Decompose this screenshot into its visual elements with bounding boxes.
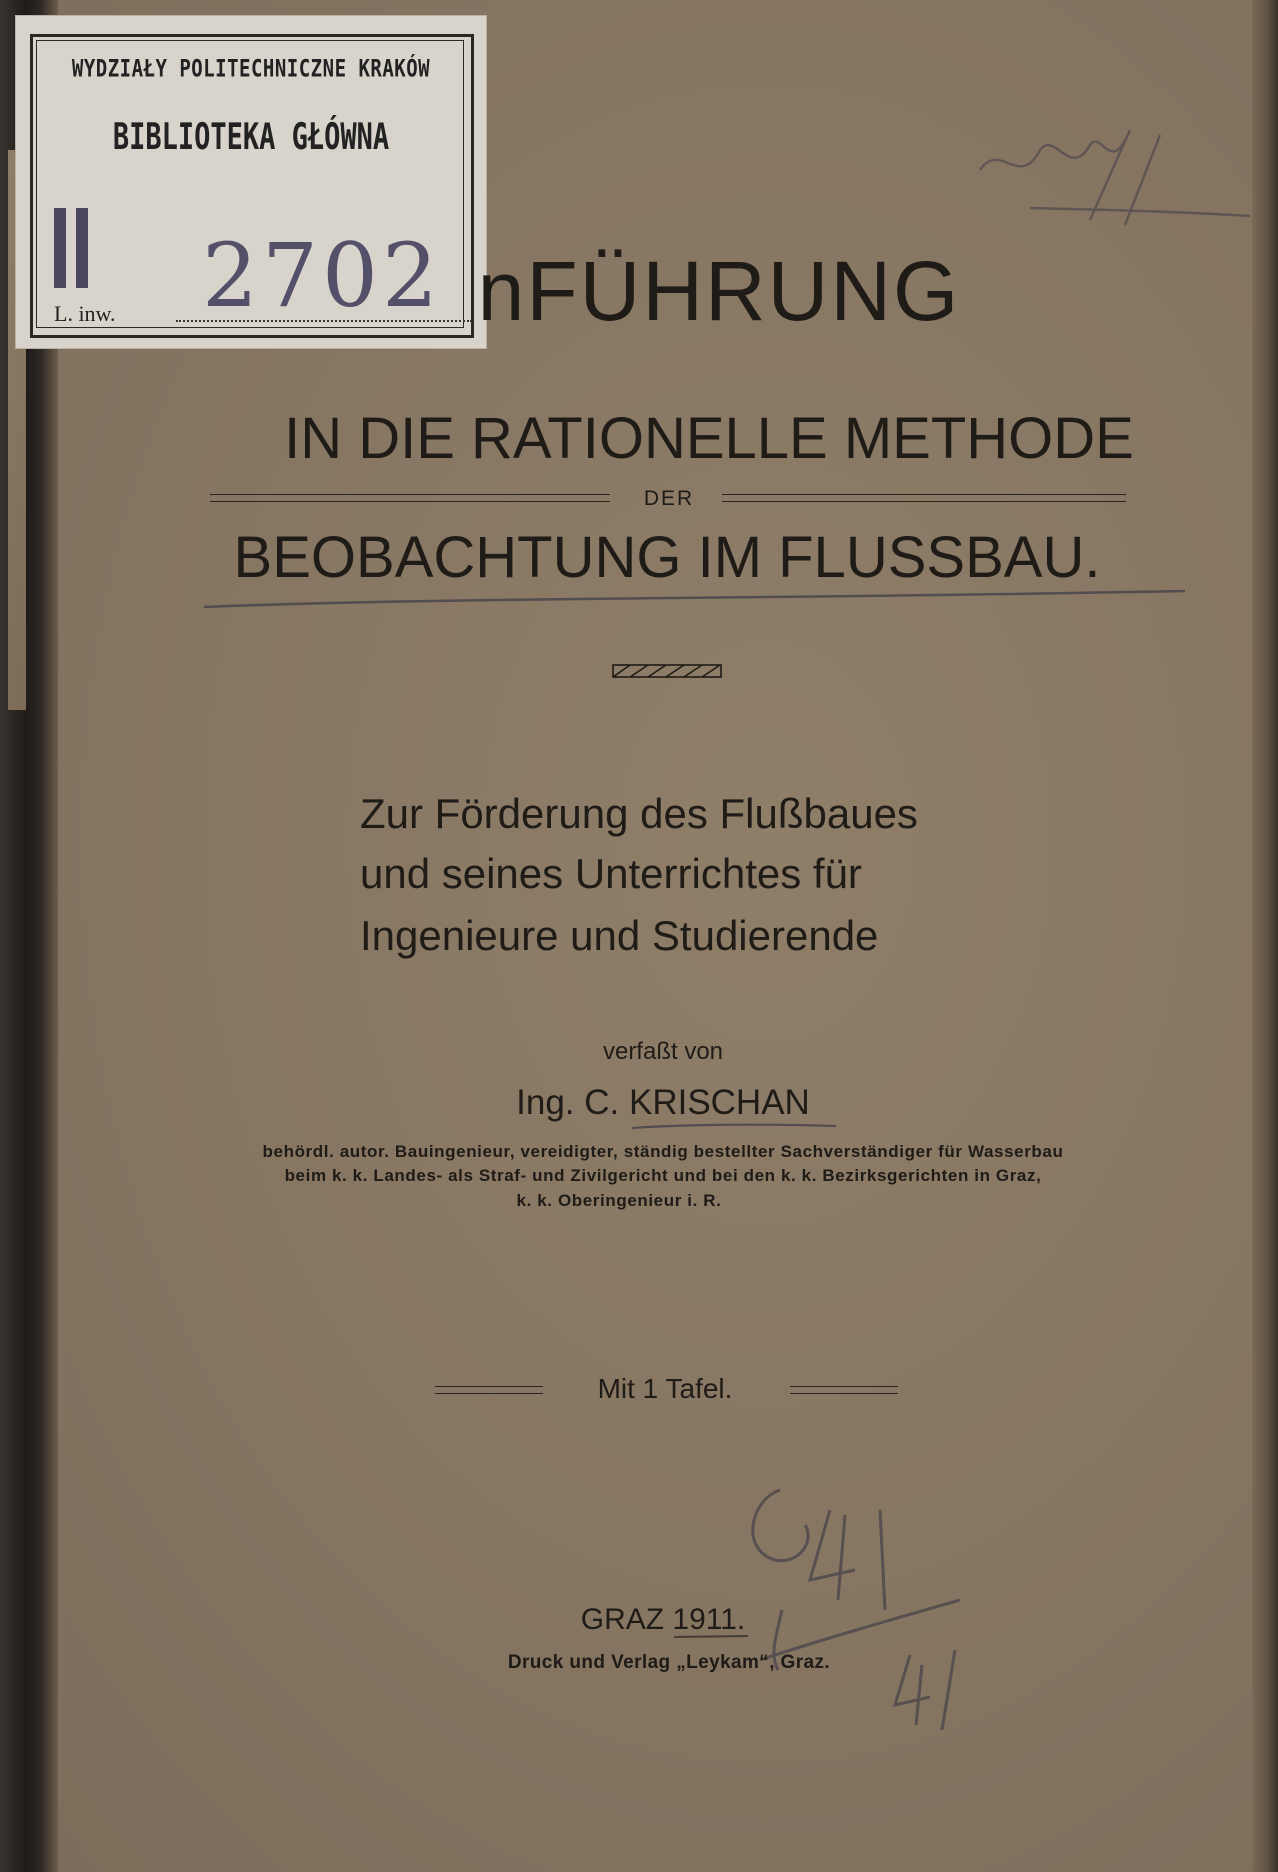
author-desc2: beim k. k. Landes- als Straf- und Zivilgericht und bei den k. k. Bezirksgerichten in Graz, [284, 1166, 1042, 1185]
title-line3: BEOBACHTUNG IM FLUSSBAU. [233, 525, 1101, 590]
author-by: verfaßt von [602, 1038, 724, 1065]
author-desc1: behördl. autor. Bauingenieur, vereidigter, ständig bestellter Sachverständiger für Wasserbau [262, 1142, 1064, 1161]
imprint-place-year: GRAZ 1911. [580, 1603, 746, 1636]
stamp-library-name: BIBLIOTEKA GŁÓWNA [112, 116, 390, 159]
ornament-divider [612, 663, 722, 679]
author-name: Ing. C. KRISCHAN [516, 1083, 810, 1122]
tafel-rule-right [790, 1386, 898, 1394]
year-underline [672, 1632, 752, 1642]
stamp-inventory-label: L. inw. [54, 301, 116, 326]
rule-right [722, 494, 1126, 502]
stamp-institution: WYDZIAŁY POLITECHNICZNE KRAKÓW [71, 55, 431, 83]
author-underline [630, 1118, 840, 1134]
subtitle-line3: Ingenieure und Studierende [360, 912, 879, 959]
pencil-underline [200, 585, 1190, 615]
stamp-inventory-number: 2702 [202, 224, 442, 327]
title-line2: IN DIE RATIONELLE METHODE [284, 406, 1134, 471]
plates-note: Mit 1 Tafel. [597, 1373, 733, 1404]
subtitle-line2: und seines Unterrichtes für [360, 850, 862, 897]
author-desc3: k. k. Oberingenieur i. R. [516, 1191, 722, 1210]
title-connector: DER [643, 487, 695, 510]
pencil-signature-top-right [960, 100, 1260, 230]
title-main: nFÜHRUNG [477, 244, 961, 338]
imprint-publisher: Druck und Verlag „Leykam“, Graz. [507, 1652, 831, 1673]
subtitle-line1: Zur Förderung des Flußbaues [360, 790, 918, 837]
